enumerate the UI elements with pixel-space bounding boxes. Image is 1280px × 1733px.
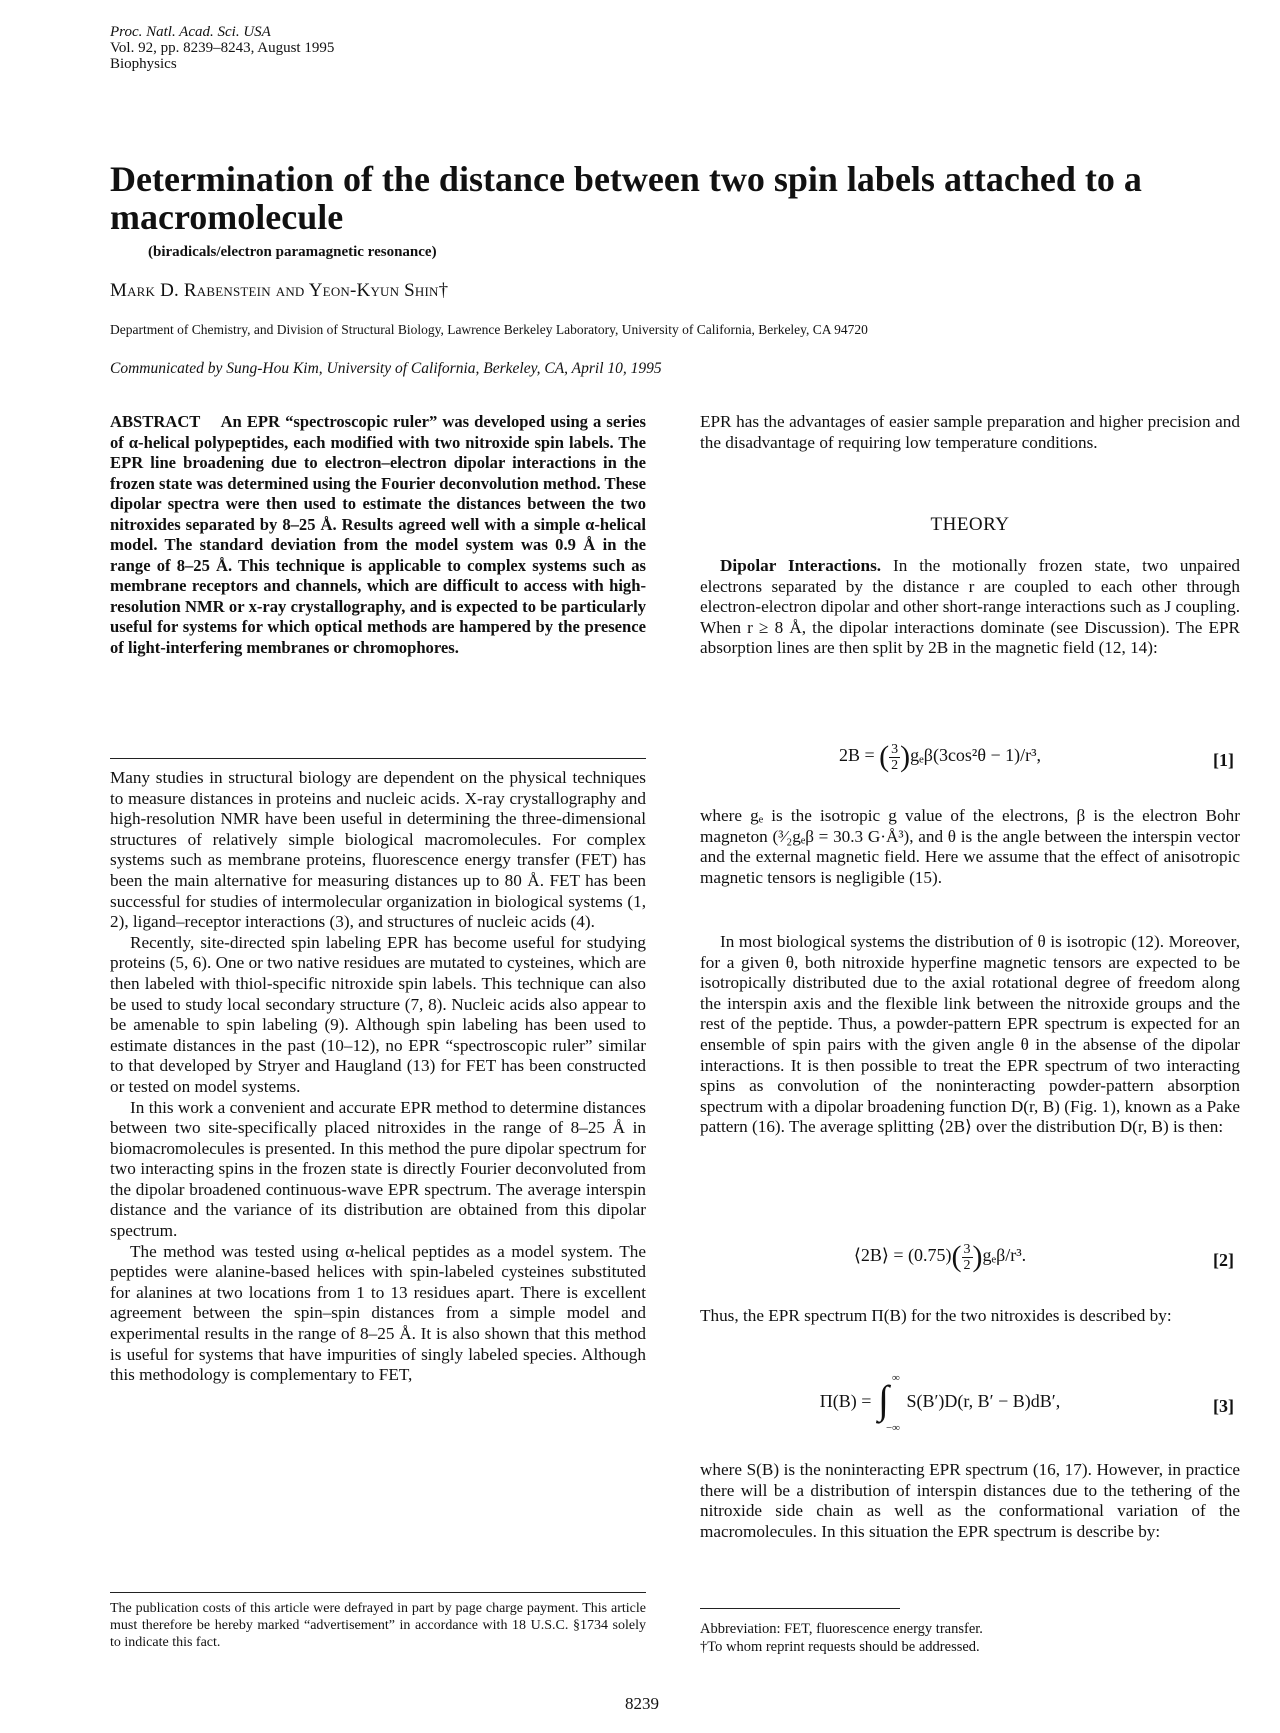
journal-volume: Vol. 92, pp. 8239–8243, August 1995: [110, 40, 335, 56]
integral-upper: ∞: [891, 1372, 900, 1384]
article-title: Determination of the distance between two spin labels attached to a macromolecule: [110, 159, 1142, 237]
equation-2: ⟨2B⟩ = (0.75)( $\frac{3}{2}$ )gₑβ/r³. [2]: [853, 1240, 1234, 1273]
equation-3: [700, 1372, 1240, 1438]
abstract-text: An EPR “spectroscopic ruler” was developed using a series of α-helical polypeptides, each modified with two nitroxide spin labels. The EPR line broadening due to electron–electron dipolar interactions in the frozen state was determined using the Fourier deconvolution method. These dipolar spectra were then used to estimate the distances between the two nitroxides separated by 8–25 Å. Results agreed well with a simple α-helical model. The standard deviation from the model system was 0.9 Å in the range of 8–25 Å. This technique is applicable to complex systems such as membrane receptors and channels, which are difficult to access with high-resolution NMR or x-ray crystallography, and is expected to be particularly useful for systems for which optical methods are hampered by the presence of light-interfering membranes or chromophores.: [110, 412, 646, 657]
communicated-by: Communicated by Sung-Hou Kim, University of California, Berkeley, CA, April 10, 1995: [110, 360, 662, 377]
eq3-lhs: Π(B) =: [819, 1391, 872, 1412]
journal-name: Proc. Natl. Acad. Sci. USA: [110, 24, 271, 40]
eq1-rhs: gₑβ(3cos²θ − 1)/r³,: [910, 745, 1041, 766]
theory-heading: THEORY: [930, 514, 1010, 535]
right-intro: EPR has the advantages of easier sample preparation and higher precision and the disadvantage of requiring low temperature conditions.: [700, 412, 1240, 452]
publication-cost-note: The publication costs of this article were defrayed in part by page charge payment. This article must therefore be hereby marked “advertisement” in accordance with 18 U.S.C. §1734 solely to indicate this fact.: [110, 1601, 646, 1650]
abstract-divider: [110, 758, 646, 759]
authors: Mark D. Rabenstein and Yeon-Kyun Shin†: [110, 280, 449, 301]
eq2-number: [2]: [1213, 1250, 1234, 1270]
right-footnotes: [700, 1620, 1240, 1656]
abbreviation-note: Abbreviation: FET, fluorescence energy transfer.: [700, 1621, 983, 1637]
integral-sign: ∫ ∞ −∞: [877, 1372, 900, 1434]
body-paragraph: The method was tested using α-helical peptides as a model system. The peptides were alanine-based helices with spin-labeled cysteines substituted for alanines at two locations from 1 to 13 residues apart. There is excellent agreement between the spin–spin distances from a simple model and experimental results in the range of 8–25 Å. It is also shown that this method is useful for systems that have impurities of singly labeled species. Although this methodology is complementary to FET,: [110, 1241, 646, 1385]
article-keywords: (biradicals/electron paramagnetic resonance): [148, 244, 437, 260]
integral-lower: −∞: [885, 1422, 900, 1434]
abstract-label: ABSTRACT: [110, 412, 201, 431]
body-paragraph: In this work a convenient and accurate EPR method to determine distances between two site-specifically placed nitroxides in the range of 8–25 Å in biomacromolecules is presented. In this method the pure dipolar spectrum for two interacting spins in the frozen state is directly Fourier deconvoluted from the dipolar broadened continuous-wave EPR spectrum. The average interspin distance and the variance of its distribution are obtained from this dipolar spectrum.: [110, 1097, 646, 1241]
eq1-number: [1]: [1213, 750, 1234, 770]
page-number: 8239: [625, 1694, 659, 1713]
theta-paragraph: [700, 932, 1240, 1138]
journal-section: Biophysics: [110, 56, 177, 72]
after-eq3: where S(B) is the noninteracting EPR spectrum (16, 17). However, in practice there will be a distribution of interspin distances due to the tethering of the nitroxide side chain as well as the conformational variation of the macromolecules. In this situation the EPR spectrum is describe by:: [700, 1460, 1240, 1541]
after-eq1: where gₑ is the isotropic g value of the electrons, β is the electron Bohr magneton (³⁄₂gₑβ = 30.3 G·Å³), and θ is the angle between the interspin vector and the external magnetic field. Here we assume that the effect of anisotropic magnetic tensors is negligible (15).: [700, 806, 1240, 887]
abstract: [110, 412, 646, 658]
eq2-lhs: ⟨2B⟩ = (0.75): [853, 1245, 952, 1266]
body-paragraph: Many studies in structural biology are dependent on the physical techniques to measure distances in proteins and nucleic acids. X-ray crystallography and high-resolution NMR have been useful in determining the three-dimensional structures of relatively simple biological macromolecules. For complex systems such as membrane proteins, fluorescence energy transfer (FET) has been the main alternative for measuring distances up to 80 Å. FET has been successful for studies of intermolecular organization in biological systems (1, 2), ligand–receptor interactions (3), and structures of nucleic acids (4).: [110, 768, 646, 932]
dipolar-label: Dipolar Interactions.: [720, 556, 882, 575]
eq1-frac-den: 2: [891, 757, 899, 773]
dipolar-text: In the motionally frozen state, two unpaired electrons separated by the distance r are coupled to each other through electron-electron dipolar and other short-range interactions such as J coupling. When r ≥ 8 Å, the dipolar interactions dominate (see Discussion). The EPR absorption lines are then split by 2B in the magnetic field (12, 14):: [700, 556, 1240, 658]
reprint-note: †To whom reprint requests should be addressed.: [700, 1639, 980, 1655]
journal-header: [110, 24, 334, 72]
eq1-frac-num: 3: [891, 741, 899, 757]
footnote-divider-right: [700, 1608, 900, 1609]
eq3-number: [3]: [1213, 1396, 1234, 1416]
after-eq2: Thus, the EPR spectrum Π(B) for the two nitroxides is described by:: [700, 1306, 1172, 1325]
body-paragraph: Recently, site-directed spin labeling EPR has become useful for studying proteins (5, 6). One or two native residues are mutated to cysteines, which are then labeled with thiol-specific nitroxide spin labels. This technique can also be used to study local secondary structure (7, 8). Nucleic acids also appear to be amenable to spin labeling (9). Although spin labeling has been used to estimate distances in the past (10–12), no EPR “spectroscopic ruler” similar to that developed by Stryer and Haugland (13) for FET has been constructed or tested on model systems.: [110, 932, 646, 1096]
eq2-rhs: gₑβ/r³.: [982, 1245, 1027, 1266]
footnote-divider-left: [110, 1592, 646, 1593]
equation-1: 2B = ( $\frac{3}{2}$ )gₑβ(3cos²θ − 1)/r³, [1]: [839, 740, 1234, 773]
eq2-frac-num: 3: [963, 1241, 971, 1257]
eq3-rhs: S(B′)D(r, B′ − B)dB′,: [906, 1391, 1061, 1412]
left-body: [110, 768, 646, 1386]
eq2-frac-den: 2: [963, 1257, 971, 1273]
theta-text: In most biological systems the distribution of θ is isotropic (12). Moreover, for a given θ, both nitroxide hyperfine magnetic tensors are expected to be isotropically distributed due to the axial rotational degree of freedom along the interspin axis and the flexible link between the nitroxide groups and the rest of the peptide. Thus, a powder-pattern EPR spectrum is expected for an ensemble of spin pairs with the given angle θ in the absense of the dipolar interactions. It is then possible to treat the EPR spectrum of two interacting spins as convolution of the noninteracting powder-pattern absorption spectrum with a dipolar broadening function D(r, B) (Fig. 1), known as a Pake pattern (16). The average splitting ⟨2B⟩ over the distribution D(r, B) is then:: [700, 932, 1240, 1137]
dipolar-paragraph: [700, 556, 1240, 659]
affiliation: Department of Chemistry, and Division of Structural Biology, Lawrence Berkeley Laboratory, University of California, Berkeley, CA 94720: [110, 322, 868, 337]
eq1-lhs: 2B =: [839, 745, 875, 766]
